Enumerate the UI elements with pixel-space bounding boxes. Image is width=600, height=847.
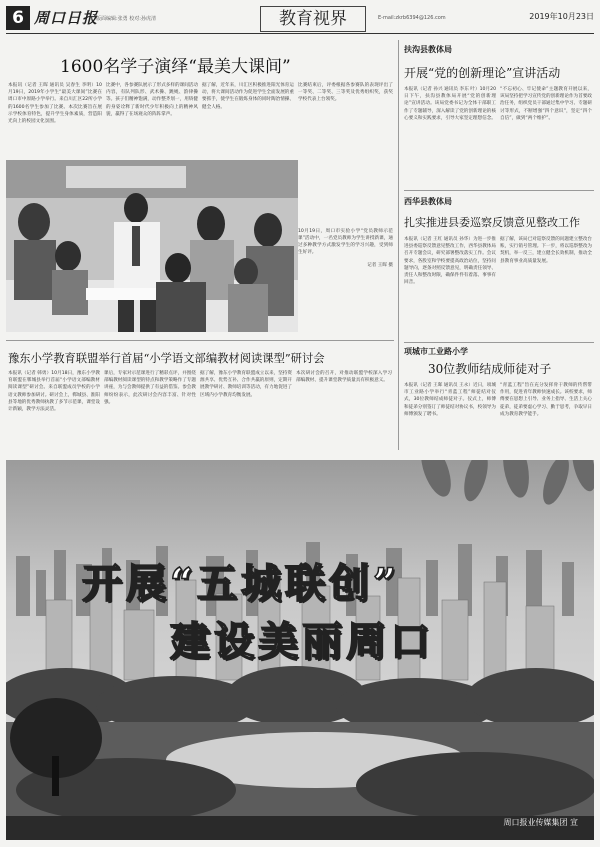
article-column: 比赛中，各参赛队展示了形式多样的课间活动内容，有队列队形、武术操、跳绳、韵律操等。孩子们精神饱满，动作整齐划一，用矫健的身姿诠释了新时代少年积极向上的精神风貌，赢得了在场观众的阵阵掌声。 [106, 83, 198, 117]
article-column: 据了解，近年来，川汇区积极推进阳光体育运动，将大课间活动作为促进学生全面发展的重要抓手，使学生在锻炼身体的同时陶冶情操、健全人格。 [202, 83, 294, 110]
banner-slogan-line1: 开展“五城联创” [82, 560, 401, 607]
article-column: 本报讯（记者 王晖 通讯员 吴春生 李明）10月19日，2019年小学生“最美大课间”比赛在周口市中原路小学举行。来自川汇区22所小学的1600名学生参加了比赛。本次比赛旨在展示学校体育特色，提升学生身体素质，营造阳光向上的校园文化氛围。 [8, 83, 102, 125]
xiangcheng-column: 本报讯（记者 王晖 通讯员 王永）近日，项城市工业路小学举行“青蓝工程”师徒结对仪式，30位教师结成师徒对子。仪式上，师傅和徒弟分别签订了师徒结对协议书，校领导为师傅颁发了聘书。 [404, 383, 496, 417]
photo-caption-text: 10月19日，周口市实验小学“党员教师示范课”活动中，一名党员教师为学生讲授新课，通过多种教学方式激发学生的学习兴趣，受到师生好评。 [298, 229, 393, 255]
yudong-column: 据了解，豫东小学教育联盟成立以来，坚持资源共享、优势互补、合作共赢的原则，定期开展教学研讨、教师培训等活动，有力地促进了区域内小学教育均衡发展。 [200, 371, 292, 398]
xiangcheng-column: “青蓝工程”旨在充分发挥骨干教师的传帮带作用，促进青年教师快速成长。该校要求，师傅要在思想上引导、业务上指导、生活上关心徒弟，徒弟要虚心学习、勤于思考，争取早日成为教育教学能手。 [500, 383, 592, 417]
column-divider [398, 40, 399, 450]
xihua-column: 据了解，该局已对巡察反馈的问题建立整改台账，实行销号管理。下一步，将以巡察整改为契机，举一反三，建立健全长效机制，推动全县教育事业高质量发展。 [500, 237, 592, 264]
yudong-column: 课后，专家对示范课进行了精彩点评，并围绕部编教材阅读课型的特点和教学策略作了专题讲座，为与会教师提供了有益的借鉴。参会教师纷纷表示，此次研讨会内容丰富、针对性强。 [104, 371, 196, 405]
fugou-kicker: 扶沟县教体局 [404, 45, 452, 54]
yudong-title: 豫东小学教育联盟举行首届“小学语文部编教材阅读课型”研讨会 [8, 352, 325, 365]
article-title: 1600名学子演绎“最美大课间” [60, 57, 291, 77]
banner-slogan-line2: 建设美丽周口 [170, 618, 434, 665]
issue-date: 2019年10月23日 [529, 12, 594, 21]
story-divider [404, 190, 594, 191]
section-title: 教育视界 [260, 6, 366, 32]
yudong-column: 本报讯（记者 韩勇）10月18日，豫东小学教育联盟在郸城县举行首届“小学语文部编教材阅读课型”研讨会。来自联盟成员学校的小学语文教师参加研讨。研讨会上，郸城县、淮阳县等地的优秀教师执教了多节示范课，课堂设计新颖，教学方法灵活。 [8, 371, 100, 413]
xiangcheng-kicker: 项城市工业路小学 [404, 347, 468, 356]
yudong-column: 本次研讨会的召开，对推动联盟学校深入学习部编教材、提升课堂教学质量具有积极意义。 [296, 371, 392, 384]
xihua-title: 扎实推进县委巡察反馈意见整改工作 [404, 216, 580, 229]
classroom-photo-image [6, 160, 298, 332]
editor-credits: 版面编辑:张勇 校对:孙虎清 [96, 16, 156, 22]
xihua-kicker: 西华县教体局 [404, 197, 452, 206]
paper-name: 周口日报 [34, 9, 99, 27]
story-divider [6, 340, 394, 341]
fugou-column: “不忘初心、牢记使命”主题教育开展以来，该局坚持把学习宣传党的创新理论作为首要政治任务，组织党员干部通过集中学习、专题研讨等形式，不断增强“四个意识”，坚定“四个自信”，做到“两个维护”。 [500, 87, 592, 121]
fugou-column: 本报讯（记者 孙兴 通讯员 李东 叶）10月20日下午，扶沟县教体局开展“党的创新理论”宣讲活动。该局党委书记为全体干部职工作了专题辅导，深入解读了党的创新理论的核心要义和实践要求，引导大家坚定理想信念。 [404, 87, 496, 121]
page-number: 6 [6, 6, 30, 30]
article-column: 比赛结束后，评委根据各参赛队的表现评出了一等奖、二等奖、三等奖及优秀组织奖，获奖学校代表上台领奖。 [298, 83, 393, 103]
photo-credit: 记者 王晖 摄 [367, 263, 393, 268]
fugou-title: 开展“党的创新理论”宣讲活动 [404, 66, 561, 80]
page-header [6, 6, 594, 32]
header-rule [6, 33, 594, 34]
xihua-column: 本报讯（记者 王红 通讯员 孙华）为进一步推进县委巡察反馈意见整改工作，西华县教体局召开专题会议，研究部署整改落实工作。会议要求，各股室和学校要提高政治站位，坚持问题导向，逐条对照反馈意见，明确责任领导、责任人和整改时限，确保件件有着落、事事有回音。 [404, 237, 496, 286]
banner-credit: 周口报业传媒集团 宣 [503, 818, 578, 827]
classroom-photo [6, 160, 298, 332]
city-banner [6, 460, 594, 840]
story-divider [404, 342, 594, 343]
contact-email: E-mail:zkrb6394@126.com [378, 15, 446, 21]
photo-caption [298, 228, 393, 269]
xiangcheng-title: 30位教师结成师徒对子 [428, 362, 552, 376]
